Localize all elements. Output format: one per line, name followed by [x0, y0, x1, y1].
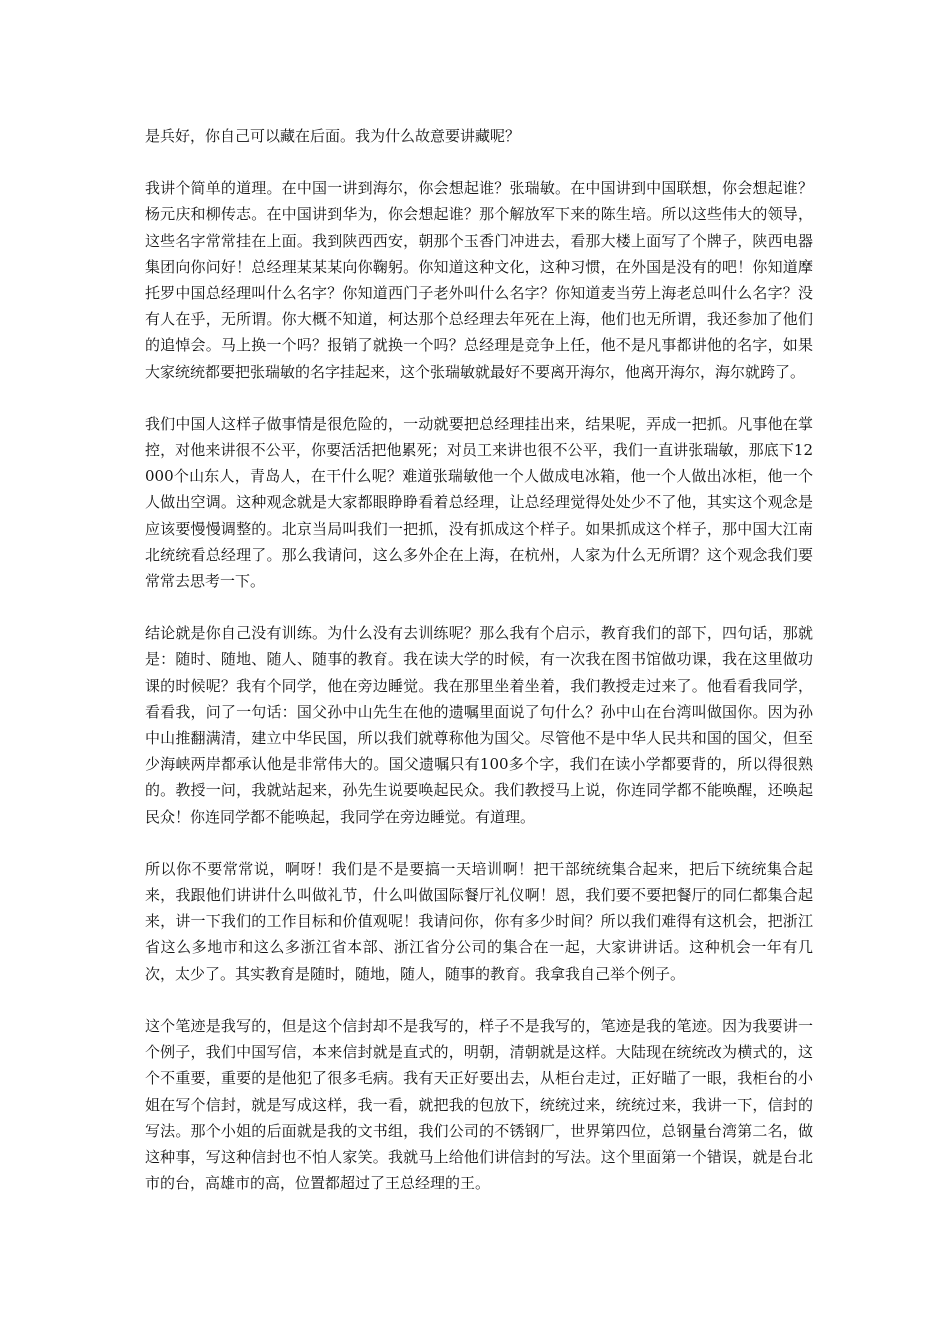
paragraph-1: 是兵好，你自己可以藏在后面。我为什么故意要讲藏呢？ — [145, 127, 521, 145]
paragraph-6: 这个笔迹是我写的，但是这个信封却不是我写的，样子不是我写的，笔迹是我的笔迹。因为我要讲一个例子，我们中国写信，本来信封就是直式的，明朝，清朝就是这样。大陆现在统统改为横式的，这个不重要，重要的是他犯了很多毛病。我有天正好要出去，从柜台走过，正好瞄了一眼，我柜台的小姐在写个信封，就是写成这样，我一看，就把我的包放下，统统过来，统统过来，我讲一下，信封的写法。那个小姐的后面就是我的文书组，我们公司的不锈钢厂，世界第四位，总钢量台湾第二名，做这种事，写这种信封也不怕人家笑。我就马上给他们讲信封的写法。这个里面第一个错误，就是台北市的台，高雄市的高，位置都超过了王总经理的王。 — [145, 1016, 813, 1193]
paragraph-4: 结论就是你自己没有训练。为什么没有去训练呢？那么我有个启示，教育我们的部下，四句话，那就是：随时、随地、随人、随事的教育。我在读大学的时候，有一次我在图书馆做功课，我在这里做功课的时候呢？我有个同学，他在旁边睡觉。我在那里坐着坐着，我们教授走过来了。他看看我同学，看看我，问了一句话：国父孙中山先生在他的遗嘱里面说了句什么？孙中山在台湾叫做国你。因为孙中山推翻满清，建立中华民国，所以我们就尊称他为国父。尽管他不是中华人民共和国的国父，但至少海峡两岸都承认他是非常伟大的。国父遗嘱只有100多个字，我们在读小学都要背的，所以得很熟的。教授一问，我就站起来，孙先生说要唤起民众。我们教授马上说，你连同学都不能唤醒，还唤起民众！你连同学都不能唤起，我同学在旁边睡觉。有道理。 — [145, 624, 813, 826]
paragraph-3: 我们中国人这样子做事情是很危险的，一动就要把总经理挂出来，结果呢，弄成一把抓。凡事他在掌控，对他来讲很不公平，你要活活把他累死；对员工来讲也很不公平，我们一直讲张瑞敏，那底下12000个山东人，青岛人，在干什么呢？难道张瑞敏他一个人做成电冰箱，他一个人做出冰柜，他一个人做出空调。这种观念就是大家都眼睁睁看着总经理，让总经理觉得处处少不了他，其实这个观念是应该要慢慢调整的。北京当局叫我们一把抓，没有抓成这个样子。如果抓成这个样子，那中国大江南北统统看总经理了。那么我请问，这么多外企在上海，在杭州，人家为什么无所谓？这个观念我们要常常去思考一下。 — [145, 414, 813, 591]
paragraph-5: 所以你不要常常说，啊呀！我们是不是要搞一天培训啊！把干部统统集合起来，把后下统统集合起来，我跟他们讲讲什么叫做礼节，什么叫做国际餐厅礼仪啊！恩，我们要不要把餐厅的同仁都集合起来，讲一下我们的工作目标和价值观呢！我请问你，你有多少时间？所以我们难得有这机会，把浙江省这么多地市和这么多浙江省本部、浙江省分公司的集合在一起，大家讲讲话。这种机会一年有几次，太少了。其实教育是随时，随地，随人，随事的教育。我拿我自己举个例子。 — [145, 859, 813, 983]
paragraph-2: 我讲个简单的道理。在中国一讲到海尔，你会想起谁？张瑞敏。在中国讲到中国联想，你会想起谁？杨元庆和柳传志。在中国讲到华为，你会想起谁？那个解放军下来的陈生培。所以这些伟大的领导，这些名字常常挂在上面。我到陕西西安，朝那个玉香门冲进去，看那大楼上面写了个牌子，陕西电器集团向你问好！总经理某某某向你鞠躬。你知道这种文化，这种习惯，在外国是没有的吧！你知道摩托罗中国总经理叫什么名字？你知道西门子老外叫什么名字？你知道麦当劳上海老总叫什么名字？没有人在乎，无所谓。你大概不知道，柯达那个总经理去年死在上海，他们也无所谓，我还参加了他们的追悼会。马上换一个吗？报销了就换一个吗？总经理是竞争上任，他不是凡事都讲他的名字，如果大家统统都要把张瑞敏的名字挂起来，这个张瑞敏就最好不要离开海尔，他离开海尔，海尔就跨了。 — [145, 179, 813, 381]
document-body — [145, 123, 813, 1222]
